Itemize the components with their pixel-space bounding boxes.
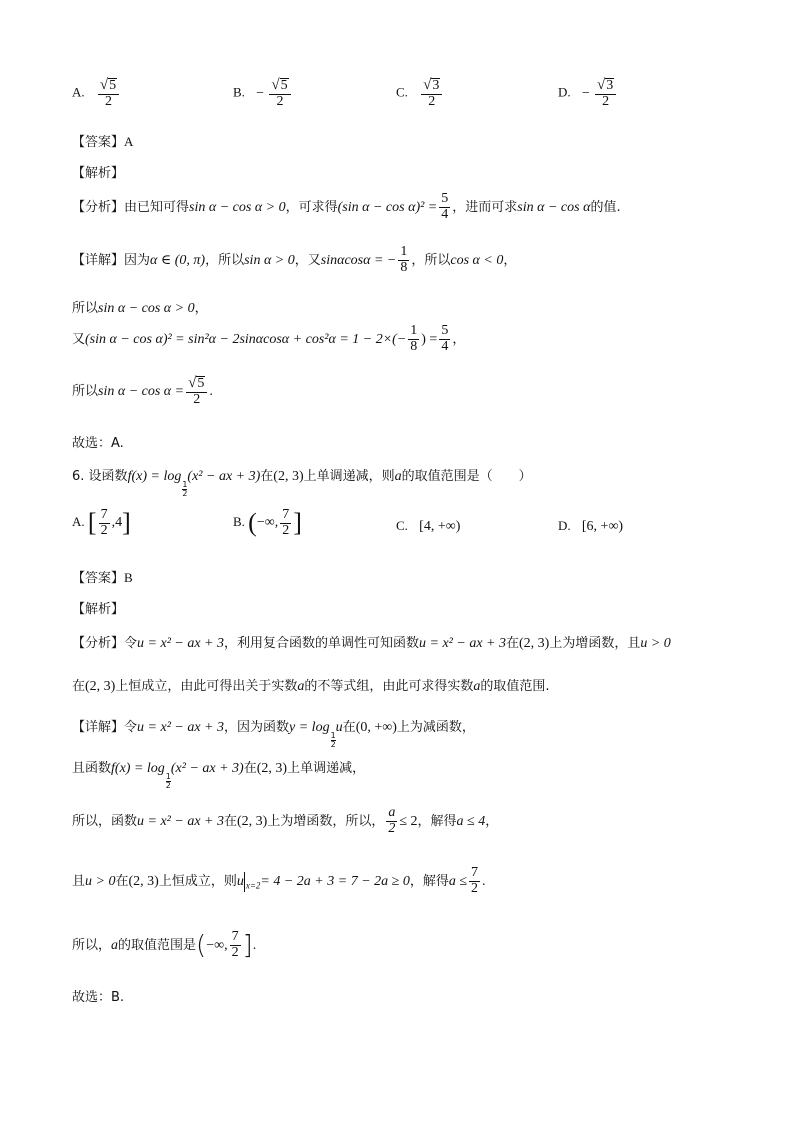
q5-fenxi: 【分析】由已知可得sin α − cos α > 0，可求得(sin α − cos α)² = $\frac{5}{4}$ ，进而可求sin α − cos α的值. [72, 191, 621, 222]
q6-answer: 【答案】B [72, 570, 133, 586]
option-c-value: √ 3 2 [421, 78, 442, 109]
q6-option-b: B. (−∞, $\frac{7}{2}$ ] [233, 507, 302, 538]
q6-xiangjie-line1: 【详解】令u = x² − ax + 3，因为函数y = log $\frac{1}{2}$ u在(0, +∞)上为减函数， [72, 720, 475, 749]
q5-answer: 【答案】A [72, 134, 134, 150]
q6-stem: 6. 设函数f(x) = log $\frac{1}{2}$ (x² − ax + 3)在(2, 3)上单调递减，则a的取值范围是（ ） [72, 469, 532, 498]
q5-options [72, 78, 121, 109]
option-b-label: B. [233, 84, 245, 100]
q6-option-a: A. [ $\frac{7}{2}$ ,4] [72, 507, 131, 538]
q6-xiangjie-line4: 且u > 0在(2, 3)上恒成立，则u $_{x=2}$= 4 − 2a + 3 = 7 − 2a ≥ 0，解得a ≤ $\frac{7}{2}$ . [72, 865, 486, 896]
q6-fenxi-line2: 在(2, 3)上恒成立，由此可得出关于实数a的不等式组，由此可求得实数a的取值范围. [72, 679, 550, 694]
q6-xiangjie-line2: 且函数f(x) = log $\frac{1}{2}$ (x² − ax + 3)在(2, 3)上单调递减， [72, 761, 366, 790]
q6-xiangjie-line5: 所以，a的取值范围是(−∞, $\frac{7}{2}$ ]. [72, 929, 257, 961]
q6-option-c: C. [4, +∞) [396, 518, 461, 534]
option-c-label: C. [396, 84, 408, 100]
q5-xiangjie-line4: 所以sin α − cos α = √ 5 2 . [72, 374, 213, 407]
q5-option-d: D. − √ 3 2 [558, 78, 618, 109]
q5-option-b: B. − √ 5 2 [233, 78, 293, 109]
q5-choose: 故选：A. [72, 436, 124, 451]
q5-xiangjie-line2: 所以sin α − cos α > 0， [72, 301, 208, 316]
q6-xiangjie-line3: 所以，函数u = x² − ax + 3在(2, 3)上为增函数，所以， $\frac{a}{2}$ ≤ 2，解得a ≤ 4， [72, 805, 499, 836]
option-a-label: A. [72, 84, 85, 100]
option-d-value: √ 3 2 [595, 78, 616, 109]
option-a-value: √ 5 2 [98, 78, 119, 109]
q6-option-d: D. [6, +∞) [558, 518, 624, 534]
q5-xiangjie-line1: 【详解】因为α ∈ (0, π)，所以sin α > 0，又sinαcosα = − $\frac{1}{8}$ ，所以cos α < 0， [72, 244, 517, 275]
q6-fenxi-line1: 【分析】令u = x² − ax + 3，利用复合函数的单调性可知函数u = x² − ax + 3在(2, 3)上为增函数，且u > 0 [72, 636, 671, 651]
option-b-value: √ 5 2 [269, 78, 290, 109]
q5-option-c [396, 78, 444, 109]
q6-jiexi-label: 【解析】 [72, 602, 125, 617]
q5-jiexi-label: 【解析】 [72, 166, 125, 181]
q5-xiangjie-line3: 又(sin α − cos α)² = sin²α − 2sinαcosα + cos²α = 1 − 2×(− $\frac{1}{8}$ ) = $\frac{5}{4}$ ， [72, 323, 466, 354]
option-d-label: D. [558, 84, 571, 100]
q6-choose: 故选：B. [72, 990, 125, 1005]
